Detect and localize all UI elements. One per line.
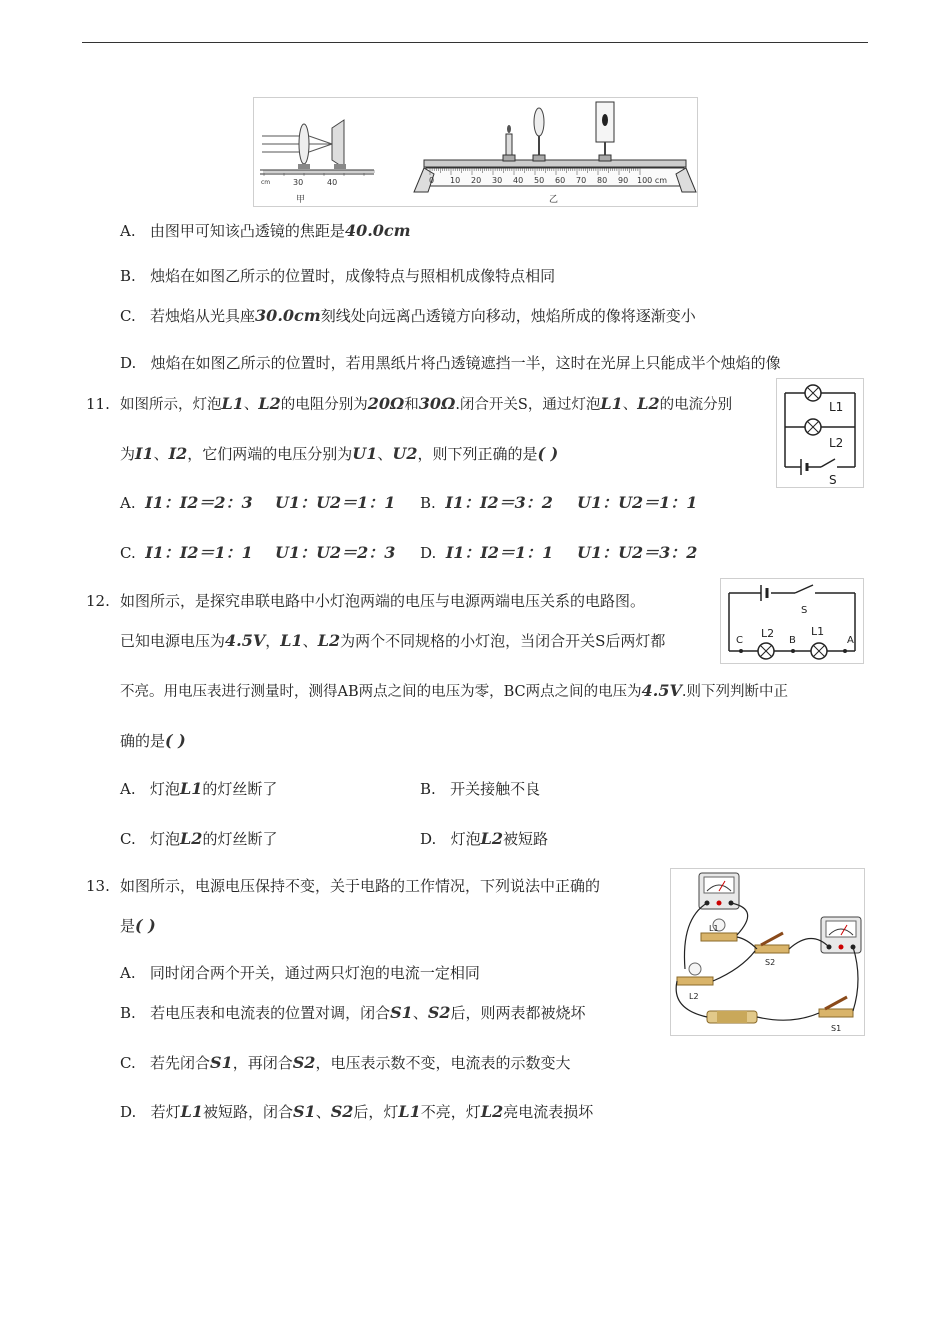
header-rule: [82, 42, 868, 43]
q12-option-d: D. 灯泡L2被短路: [420, 829, 548, 848]
q13-stem-line2: 是( ): [120, 916, 156, 935]
yi-tick-100: 100 cm: [637, 176, 668, 185]
q13-number: 13.: [86, 877, 110, 895]
q11-stem-line2: 为I1、I2，它们两端的电压分别为U1、U2，则下列正确的是( ): [120, 444, 559, 463]
q11-option-b-u: U1：U2＝1：1: [577, 493, 698, 512]
yi-tick-70: 70: [576, 176, 587, 185]
q10-option-b: B. 烛焰在如图乙所示的位置时，成像特点与照相机成像特点相同: [120, 267, 556, 285]
yi-tick-90: 90: [618, 176, 629, 185]
q12-stem-line2: 已知电源电压为4.5V，L1、L2为两个不同规格的小灯泡，当闭合开关S后两灯都: [120, 631, 666, 650]
q11-fig-label-s: S: [829, 473, 837, 487]
q11-option-c: C. I1：I2＝1：1: [120, 543, 253, 562]
optics-bench-figure: [253, 97, 698, 207]
figure-jia: [260, 120, 374, 205]
q12-number: 12.: [86, 592, 110, 610]
q10-option-a: A. 由图甲可知该凸透镜的焦距是40.0cm: [120, 221, 411, 240]
q12-fig-label-l2: L2: [761, 627, 775, 640]
q12-fig-label-b: B: [789, 635, 796, 646]
q13-option-b: B. 若电压表和电流表的位置对调，闭合S1、S2后，则两表都被烧坏: [120, 1003, 586, 1022]
q11-fig-label-l2: L2: [829, 436, 844, 450]
q11-number: 11.: [86, 395, 110, 413]
yi-tick-60: 60: [555, 176, 566, 185]
q12-fig-label-c: C: [736, 635, 743, 646]
yi-tick-10: 10: [450, 176, 461, 185]
q13-option-c: C. 若先闭合S1，再闭合S2，电压表示数不变，电流表的示数变大: [120, 1053, 571, 1072]
q11-option-d: D. I1：I2＝1：1: [420, 543, 554, 562]
q12-fig-label-l1: L1: [811, 625, 825, 638]
q10-option-c: C. 若烛焰从光具座30.0cm刻线处向远离凸透镜方向移动，烛焰所成的像将逐渐变小: [120, 306, 696, 325]
q12-option-c: C. 灯泡L2的灯丝断了: [120, 829, 278, 848]
q12-option-b: B. 开关接触不良: [420, 780, 541, 798]
jia-tick-30: 30: [293, 178, 304, 187]
q11-option-a: A. I1：I2＝2：3: [120, 493, 253, 512]
q10-option-d: D. 烛焰在如图乙所示的位置时，若用黑纸片将凸透镜遮挡一半，这时在光屏上只能成半个烛焰的像: [120, 354, 781, 372]
figure-label-yi: 乙: [549, 195, 559, 205]
yi-tick-50: 50: [534, 176, 545, 185]
q13-fig-label-l2: L2: [689, 992, 699, 1001]
q12-option-a: A. 灯泡L1的灯丝断了: [120, 779, 278, 798]
q11-stem-line1: 如图所示，灯泡L1、L2的电阻分别为20Ω和30Ω.闭合开关S，通过灯泡L1、L2的电流分别: [120, 394, 733, 413]
q11-fig-label-l1: L1: [829, 400, 844, 414]
q12-fig-label-s: S: [801, 605, 808, 616]
q12-series-circuit-figure: [720, 578, 864, 664]
q11-option-b: B. I1：I2＝3：2: [420, 493, 553, 512]
q12-fig-label-a: A: [847, 635, 854, 646]
q11-parallel-circuit-figure: [776, 378, 864, 488]
yi-tick-40: 40: [513, 176, 524, 185]
q12-stem-line3: 不亮。用电压表进行测量时，测得AB两点之间的电压为零，BC两点之间的电压为4.5V.则下列判断中正: [120, 681, 789, 700]
q13-option-a: A. 同时闭合两个开关，通过两只灯泡的电流一定相同: [120, 964, 480, 982]
yi-tick-80: 80: [597, 176, 608, 185]
q11-option-d-u: U1：U2＝3：2: [577, 543, 698, 562]
q12-stem-line4: 确的是( ): [120, 731, 186, 750]
jia-tick-40: 40: [327, 178, 338, 187]
jia-tick-cm: cm: [261, 179, 271, 186]
figure-yi: [414, 102, 696, 205]
q11-option-a-u: U1：U2＝1：1: [275, 493, 396, 512]
yi-tick-20: 20: [471, 176, 482, 185]
q13-fig-label-s2: S2: [765, 958, 776, 967]
q11-option-c-u: U1：U2＝2：3: [275, 543, 396, 562]
q12-stem-line1: 如图所示，是探究串联电路中小灯泡两端的电压与电源两端电压关系的电路图。: [120, 592, 646, 610]
yi-tick-30: 30: [492, 176, 503, 185]
q13-option-d: D. 若灯L1被短路，闭合S1、S2后，灯L1不亮，灯L2亮电流表损坏: [120, 1102, 594, 1121]
q13-fig-label-l1: L1: [709, 924, 719, 933]
figure-label-jia: 甲: [296, 195, 306, 205]
q13-fig-label-s1: S1: [831, 1024, 842, 1033]
q13-physical-circuit-figure: [670, 868, 865, 1036]
yi-tick-0: 0: [429, 176, 435, 185]
q13-stem-line1: 如图所示，电源电压保持不变，关于电路的工作情况，下列说法中正确的: [120, 877, 601, 895]
